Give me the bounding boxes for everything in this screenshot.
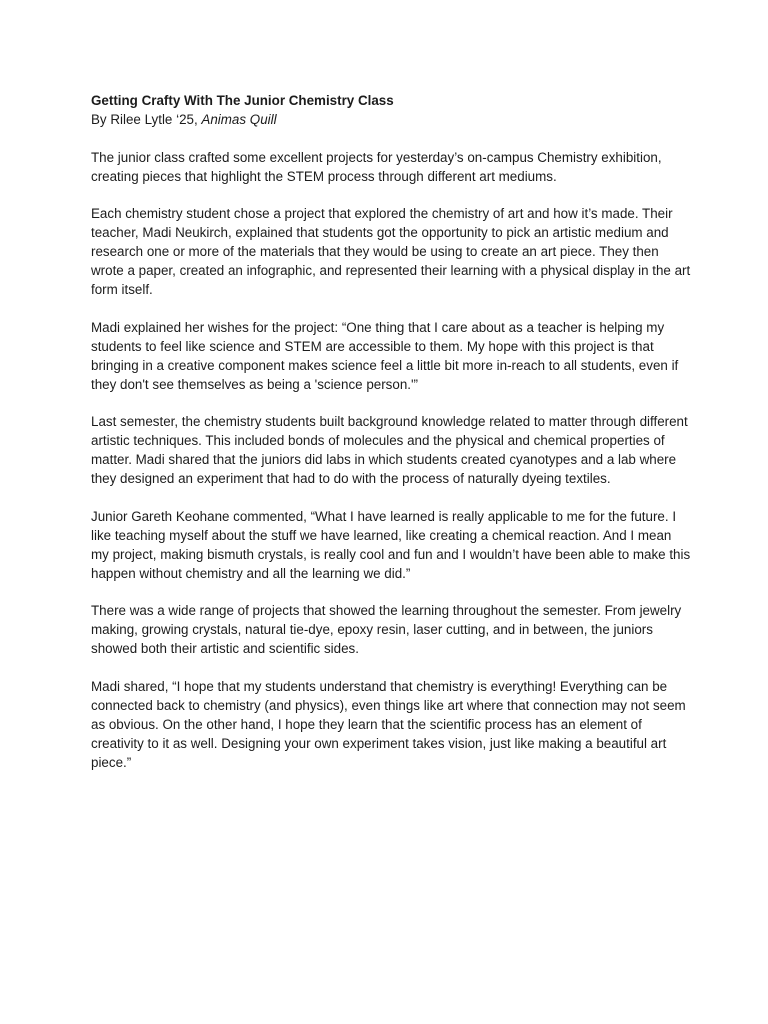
article-title: Getting Crafty With The Junior Chemistry Class bbox=[91, 93, 394, 108]
paragraph-project-range: There was a wide range of projects that showed the learning throughout the semester. From jewelry making, growing crystals, natural tie-dye, epoxy resin, laser cutting, and in between, the juniors showed both their artistic and scientific sides. bbox=[91, 603, 682, 657]
paragraph-last-semester: Last semester, the chemistry students built background knowledge related to matter through different artistic techniques. This included bonds of molecules and the physical and chemical properties of matter. Madi shared that the juniors did labs in which students created cyanotypes and a lab where they designed an experiment that had to do with the process of naturally dyeing textiles. bbox=[91, 414, 688, 487]
paragraph-intro: The junior class crafted some excellent projects for yesterday’s on-campus Chemistry exhibition, creating pieces that highlight the STEM process through different art mediums. bbox=[91, 149, 662, 184]
document-page bbox=[91, 92, 691, 791]
paragraph-student-quote: Junior Gareth Keohane commented, “What I have learned is really applicable to me for the future. I like teaching myself about the stuff we have learned, like creating a chemical reaction. And I mean my project, making bismuth crystals, is really cool and fun and I wouldn’t have been able to make this happen without chemistry and all the learning we did.” bbox=[91, 508, 691, 581]
paragraph-teacher-quote: Madi explained her wishes for the project: “One thing that I care about as a teacher is helping my students to feel like science and STEM are accessible to them. My hope with this project is that bringing in a creative component makes science feel a little bit more in-reach to all students, even if they don't see themselves as being a 'science person.'” bbox=[91, 319, 679, 392]
byline-author: By Rilee Lytle ‘25, bbox=[91, 111, 202, 127]
byline-publication: Animas Quill bbox=[201, 111, 277, 127]
article-byline bbox=[91, 111, 691, 130]
paragraph-project-description: Each chemistry student chose a project that explored the chemistry of art and how it’s made. Their teacher, Madi Neukirch, explained that students got the opportunity to pick an artistic medium and research one or more of the materials that they would be using to create an art piece. They then wrote a paper, created an infographic, and represented their learning with a physical display in the art form itself. bbox=[91, 206, 691, 298]
paragraph-closing-quote: Madi shared, “I hope that my students understand that chemistry is everything! Everything can be connected back to chemistry (and physics), even things like art where that connection may not seem as obvious. On the other hand, I hope they learn that the scientific process has an element of creativity to it as well. Designing your own experiment takes vision, just like making a beautiful art piece.” bbox=[91, 678, 686, 770]
